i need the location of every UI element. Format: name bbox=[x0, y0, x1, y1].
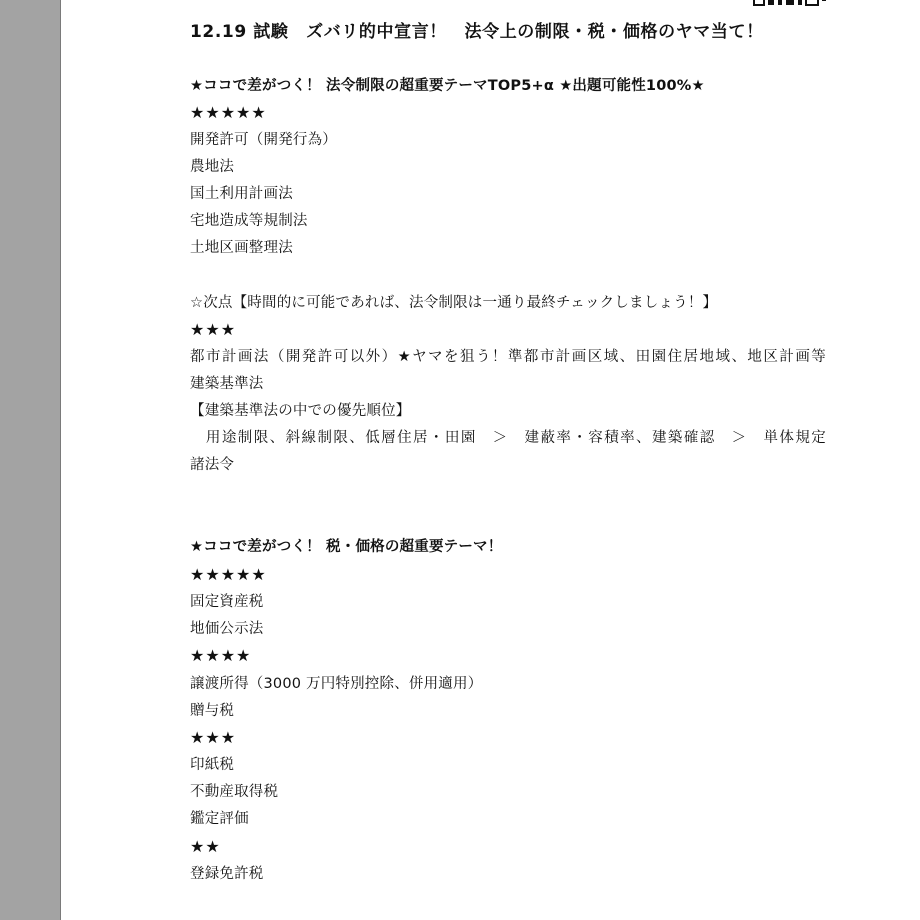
rank-three-stars: ★★★ bbox=[190, 320, 237, 339]
sub-heading: ☆次点【時間的に可能であれば、法令制限は一通り最終チェックしましょう！】 bbox=[190, 295, 718, 311]
list-item: 固定資産税 bbox=[190, 594, 264, 610]
rank-five-stars: ★★★★★ bbox=[190, 103, 267, 122]
rank-five-stars: ★★★★★ bbox=[190, 565, 267, 584]
section2-heading: ★ココで差がつく！ 税・価格の超重要テーマ！ bbox=[190, 539, 503, 555]
list-item: 国土利用計画法 bbox=[190, 186, 293, 202]
priority-line: 用途制限、斜線制限、低層住居・田園 ＞ 建蔽率・容積率、建築確認 ＞ 単体規定 bbox=[190, 430, 826, 446]
rank-three-stars: ★★★ bbox=[190, 728, 237, 747]
rank-two-stars: ★★ bbox=[190, 837, 221, 856]
list-item: 諸法令 bbox=[190, 457, 235, 473]
list-item: 地価公示法 bbox=[190, 621, 264, 637]
list-item: 譲渡所得（3000 万円特別控除、併用適用） bbox=[190, 676, 483, 692]
section1-heading: ★ココで差がつく！ 法令制限の超重要テーマTOP5+α ★出題可能性100%★ bbox=[190, 78, 705, 94]
rank-four-stars: ★★★★ bbox=[190, 646, 252, 665]
list-item: 農地法 bbox=[190, 159, 235, 175]
list-item: 不動産取得税 bbox=[190, 784, 279, 800]
document-title: 12.19 試験 ズバリ的中宣言！ 法令上の制限・税・価格のヤマ当て！ bbox=[190, 22, 764, 42]
priority-heading: 【建築基準法の中での優先順位】 bbox=[190, 403, 411, 419]
list-item: 都市計画法（開発許可以外）★ヤマを狙う！準都市計画区域、田園住居地域、地区計画等 bbox=[190, 349, 826, 365]
list-item: 贈与税 bbox=[190, 703, 235, 719]
list-item: 開発許可（開発行為） bbox=[190, 132, 337, 148]
list-item: 宅地造成等規制法 bbox=[190, 213, 308, 229]
list-item: 登録免許税 bbox=[190, 866, 264, 882]
list-item: 印紙税 bbox=[190, 757, 235, 773]
list-item: 土地区画整理法 bbox=[190, 240, 293, 256]
list-item: 鑑定評価 bbox=[190, 811, 249, 827]
list-item: 建築基準法 bbox=[190, 376, 264, 392]
